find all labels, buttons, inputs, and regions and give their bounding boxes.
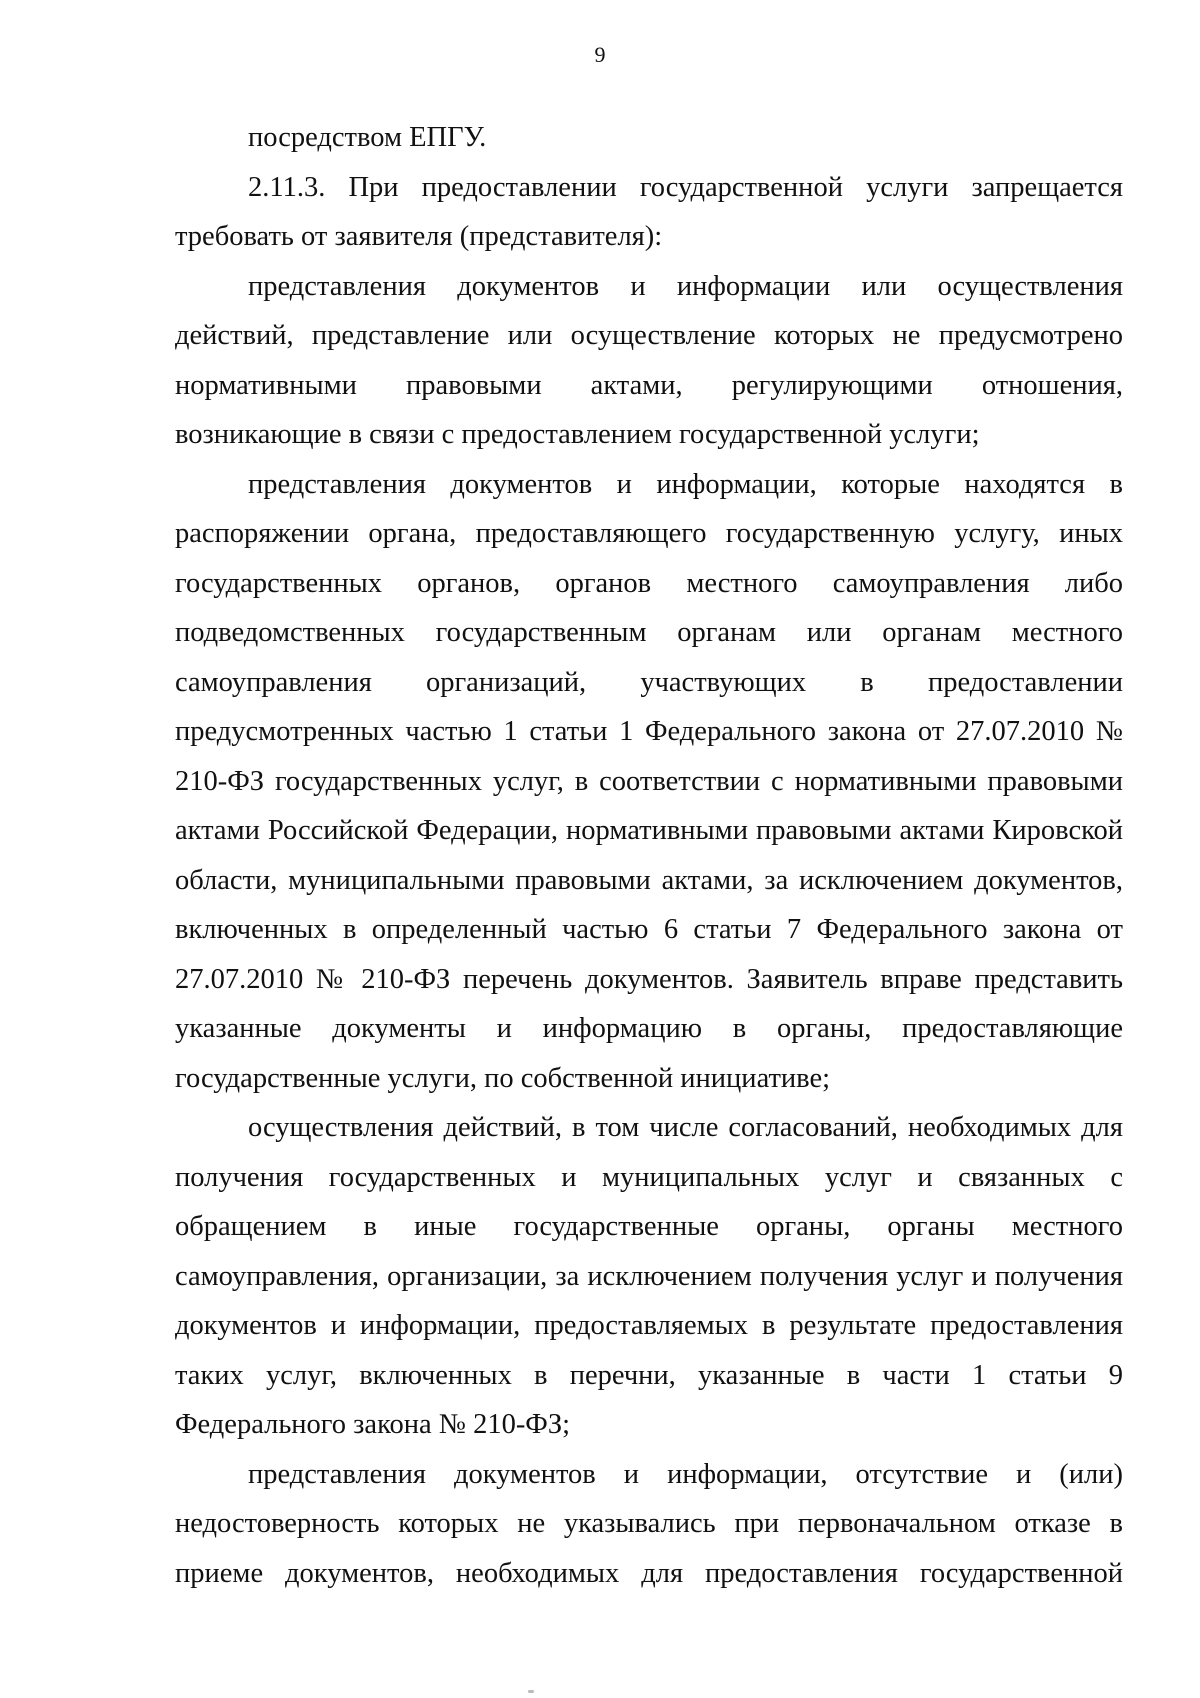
paragraph-2-11-3: 2.11.3. При предоставлении государственной услуги запрещается требовать от заявителя (представителя): — [175, 171, 1123, 252]
paragraph-item-4: представления документов и информации, отсутствие и (или) недостоверность которых не указывались при первоначальном отказе в приеме документов, необходимых для предоставления государственной — [175, 1458, 1123, 1589]
scan-artifact — [528, 1690, 534, 1693]
page-number: 9 — [594, 42, 606, 67]
paragraph-item-3: осуществления действий, в том числе согласований, необходимых для получения государственных и муниципальных услуг и связанных с обращением в иные государственные органы, органы местного самоуправления, организации, за исключением получения услуг и получения документов и информации, предоставляемых в результате предоставления таких услуг, включенных в перечни, указанные в части 1 статьи 9 Федерального закона № 210-ФЗ; — [175, 1112, 1123, 1440]
paragraph-item-2: представления документов и информации, которые находятся в распоряжении органа, предоставляющего государственную услугу, иных государственных органов, органов местного самоуправления либо подведомственных государственным органам или органам местного самоуправления организаций, участвующих в предоставлении предусмотренных частью 1 статьи 1 Федерального закона от 27.07.2010 № 210-ФЗ государственных услуг, в соответствии с нормативными правовыми актами Российской Федерации, нормативными правовыми актами Кировской области, муниципальными правовыми актами, за исключением документов, включенных в определенный частью 6 статьи 7 Федерального закона от 27.07.2010 № 210-ФЗ перечень документов. Заявитель вправе представить указанные документы и информацию в органы, предоставляющие государственные услуги, по собственной инициативе; — [175, 468, 1123, 1094]
document-body — [175, 113, 1123, 1598]
paragraph-item-1: представления документов и информации или осуществления действий, представление или осуществление которых не предусмотрено нормативными правовыми актами, регулирующими отношения, возникающие в связи с предоставлением государственной услуги; — [175, 270, 1123, 450]
paragraph-epgu: посредством ЕПГУ. — [248, 122, 487, 153]
